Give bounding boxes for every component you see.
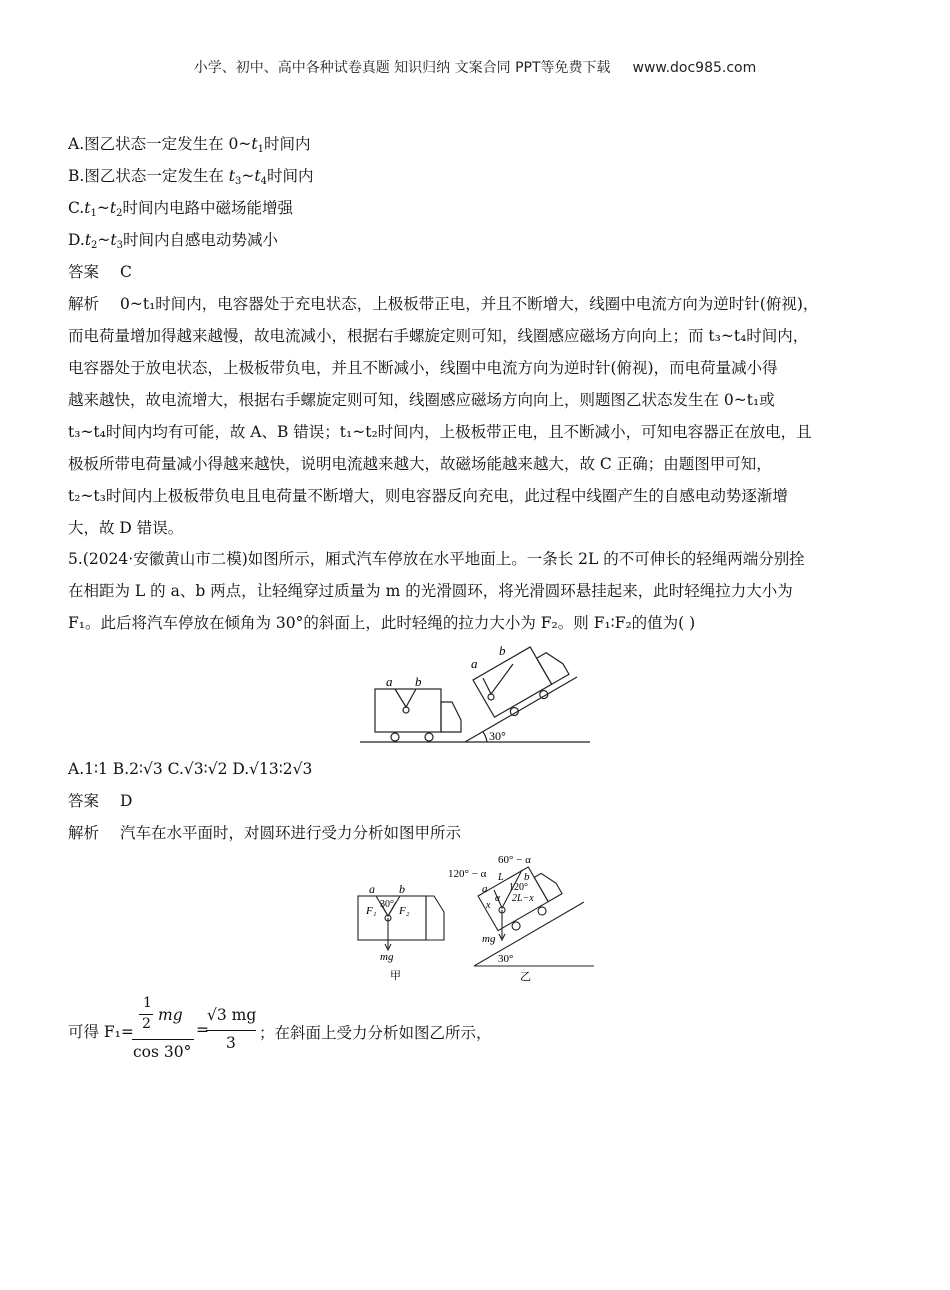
q4-option-a: A.图乙状态一定发生在 $0\sim t_1$时间内: [68, 135, 311, 155]
formula-num-half: 1: [143, 995, 152, 1011]
formula-lead: 可得 F₁=: [68, 1023, 134, 1041]
q4-analysis-line: t₃~t₄时间内均有可能，故 A、B 错误；t₁~t₂时间内，上极板带正电，且不断减小，可知电容器正在放电，且: [68, 423, 812, 441]
tilted-truck-cab: [537, 648, 569, 684]
q5-options: A.1∶1 B.2∶√3 C.√3∶√2 D.√13∶2√3: [68, 760, 313, 778]
label-a: a: [482, 883, 488, 895]
page-header: [0, 57, 950, 77]
label-b: b: [415, 674, 422, 689]
q5-answer: 答案 D: [68, 792, 133, 810]
formula-den-cos: cos 30°: [133, 1043, 192, 1061]
label-a: a: [471, 656, 478, 671]
segment-label: x: [486, 900, 491, 911]
angle-label: 120°: [509, 882, 528, 893]
angle-label: 30°: [489, 729, 506, 743]
angle-label: 60° − α: [498, 854, 531, 866]
fraction-bar: [139, 1014, 153, 1015]
truck-box: [375, 689, 441, 732]
q4-analysis-line: 电容器处于放电状态，上极板带负电，并且不断减小，线圈中电流方向为逆时针(俯视)，而电荷量减小得: [68, 359, 778, 377]
q4-analysis-line: 极板所带电荷量减小得越来越快，说明电流越来越大，故磁场能越来越大，故 C 正确；由题图甲可知，: [68, 455, 772, 473]
truck-figure: [355, 640, 595, 748]
truck-cab: [441, 702, 461, 732]
formula-mg: mg: [158, 1006, 183, 1024]
q5-stem-line: 在相距为 L 的 a、b 两点，让轻绳穿过质量为 m 的光滑圆环，将光滑圆环悬挂起来，此时轻绳拉力大小为: [68, 582, 793, 600]
label-b: b: [499, 643, 506, 658]
q5-analysis: 解析 汽车在水平面时，对圆环进行受力分析如图甲所示: [68, 824, 462, 842]
q4-option-c: $C.t_1\sim t_2$时间内电路中磁场能增强: [68, 199, 293, 219]
q4-analysis-line: t₂~t₃时间内上极板带负电且电荷量不断增大，则电容器反向充电，此过程中线圈产生的自感电动势逐渐增: [68, 487, 788, 505]
label-a: a: [386, 674, 393, 689]
angle-label: 30°: [380, 899, 394, 910]
tilted-truck-cab: [534, 869, 562, 901]
q4-analysis-line: 而电荷量增加得越来越慢，故电流减小，根据右手螺旋定则可知，线圈感应磁场方向向上；而 t₃~t₄时间内，: [68, 327, 809, 345]
force-label: F₁: [366, 905, 377, 917]
q4-analysis-line: 大，故 D 错误。: [68, 519, 184, 537]
formula-num-root: √3 mg: [207, 1006, 257, 1024]
label-yi: 乙: [520, 971, 531, 983]
angle-label: 120° − α: [448, 868, 487, 880]
q5-stem-line: F₁。此后将汽车停放在倾角为 30°的斜面上，此时轻绳的拉力大小为 F₂。则 F₁∶F₂的值为( ): [68, 614, 696, 632]
q4-option-b: B.图乙状态一定发生在 $t_3\sim t_4$时间内: [68, 167, 314, 187]
wheel-icon: [425, 733, 433, 741]
q4-analysis-line: 解析 0~t₁时间内，电容器处于充电状态，上极板带正电，并且不断增大，线圈中电流方向为逆时针(俯视)，: [68, 295, 819, 313]
angle-label: 30°: [498, 953, 514, 965]
force-label: F₂: [399, 905, 410, 917]
fraction-bar: [132, 1039, 194, 1040]
q5-stem-line: 5.(2024·安徽黄山市二模)如图所示，厢式汽车停放在水平地面上。一条长 2L 的不可伸长的轻绳两端分别拴: [68, 550, 805, 568]
force-diagram-figure: [352, 850, 598, 988]
segment-label: L: [498, 872, 504, 883]
incline-line: [465, 677, 577, 742]
q4-analysis-line: 越来越快，故电流增大，根据右手螺旋定则可知，线圈感应磁场方向向上，则题图乙状态发生在 0~t₁或: [68, 391, 775, 409]
angle-arc: [483, 732, 487, 742]
mg-label: mg: [380, 951, 394, 963]
header-url[interactable]: www.doc985.com: [632, 60, 757, 76]
segment-label: 2L−x: [512, 893, 534, 904]
formula-eq: =: [196, 1021, 209, 1039]
header-text: 小学、初中、高中各种试卷真题 知识归纳 文案合同 PPT等免费下载: [193, 60, 611, 76]
q4-answer: 答案 C: [68, 263, 132, 281]
formula-den-half: 2: [142, 1016, 151, 1032]
formula-den-3: 3: [226, 1034, 236, 1052]
fraction-bar: [206, 1030, 256, 1031]
tilted-rope: [483, 664, 513, 694]
angle-label: α: [495, 893, 501, 904]
label-b: b: [399, 882, 405, 896]
formula-tail: ；在斜面上受力分析如图乙所示，: [259, 1024, 492, 1042]
label-b: b: [524, 871, 530, 883]
truck-cab: [426, 896, 444, 940]
rope: [395, 689, 416, 707]
mg-label: mg: [482, 933, 496, 945]
label-jia: 甲: [390, 970, 401, 982]
q4-option-d: $D.t_2\sim t_3$时间内自感电动势减小: [68, 231, 279, 251]
label-a: a: [369, 882, 375, 896]
wheel-icon: [391, 733, 399, 741]
